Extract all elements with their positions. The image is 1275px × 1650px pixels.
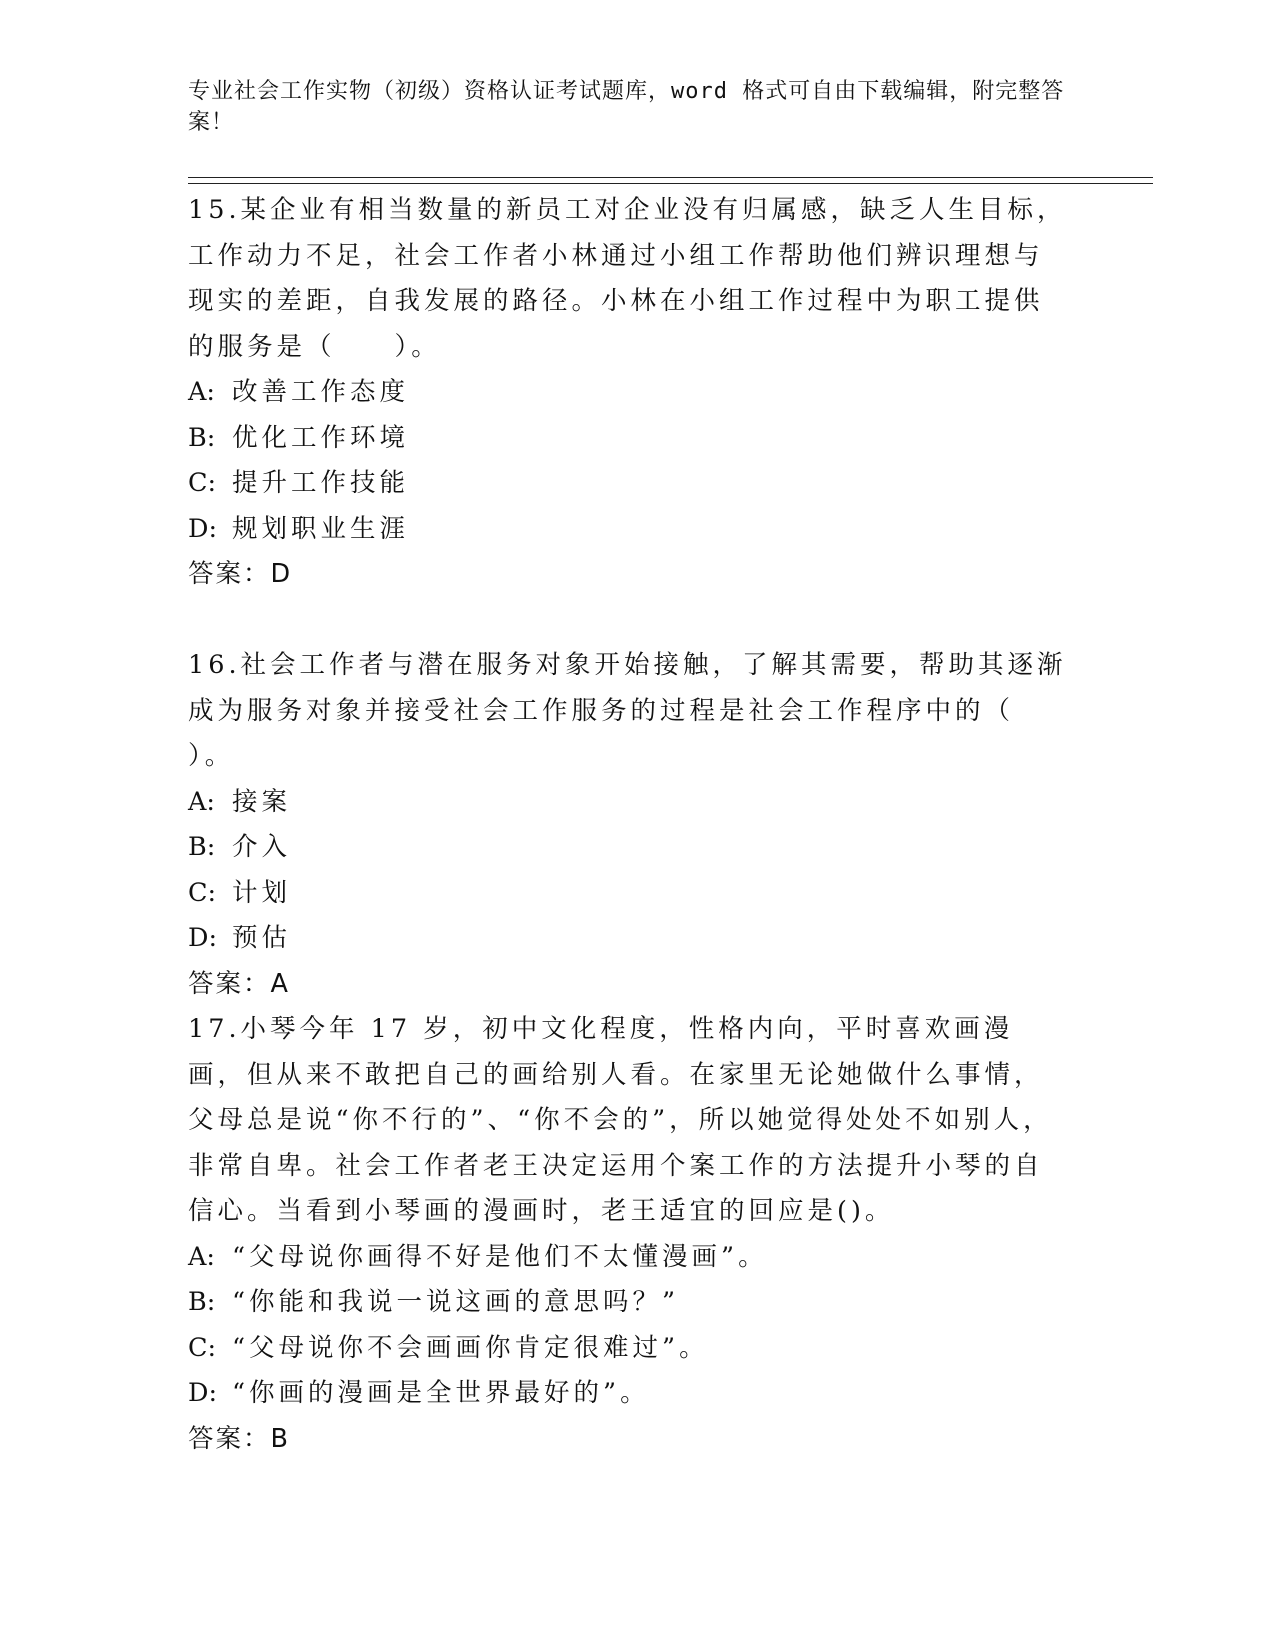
option-text: “你画的漫画是全世界最好的”。 — [232, 1378, 650, 1408]
option-letter: C: — [188, 877, 217, 908]
option-d — [188, 507, 1068, 553]
header-divider-top — [188, 177, 1153, 178]
option-c — [188, 461, 1068, 507]
option-text: “父母说你不会画画你肯定很难过”。 — [232, 1332, 709, 1363]
question-16 — [188, 643, 1068, 1007]
option-letter: A: — [188, 1241, 216, 1272]
option-text: “父母说你画得不好是他们不太懂漫画”。 — [232, 1241, 768, 1272]
option-text: “你能和我说一说这画的意思吗？” — [232, 1287, 680, 1317]
option-letter: D: — [188, 923, 218, 953]
option-a — [188, 370, 1068, 416]
option-text: 介入 — [232, 832, 292, 862]
option-text: 接案 — [232, 786, 292, 817]
option-d — [188, 916, 1068, 962]
option-b — [188, 825, 1068, 871]
question-15 — [188, 188, 1068, 598]
question-stem: 15.某企业有相当数量的新员工对企业没有归属感，缺乏人生目标，工作动力不足，社会工作者小林通过小组工作帮助他们辨识理想与现实的差距，自我发展的路径。小林在小组工作过程中为职工提供的服务是（ ）。 — [188, 195, 1067, 362]
header-divider-bottom — [188, 183, 1153, 184]
answer-label: 答案：B — [188, 1423, 290, 1454]
option-letter: A: — [188, 377, 216, 407]
question-17 — [188, 1007, 1068, 1462]
option-text: 计划 — [232, 877, 292, 908]
option-b — [188, 1280, 1068, 1326]
option-d — [188, 1371, 1068, 1417]
question-stem: 17.小琴今年 17 岁，初中文化程度，性格内向，平时喜欢画漫画，但从来不敢把自己的画给别人看。在家里无论她做什么事情，父母总是说“你不行的”、“你不会的”，所以她觉得处处不如别人，非常自卑。社会工作者老王决定运用个案工作的方法提升小琴的自信心。当看到小琴画的漫画时，老王适宜的回应是()。 — [188, 1014, 1053, 1226]
answer-label: 答案：A — [188, 968, 290, 999]
option-a — [188, 1235, 1068, 1281]
question-stem: 16.社会工作者与潜在服务对象开始接触，了解其需要，帮助其逐渐成为服务对象并接受社会工作服务的过程是社会工作程序中的（ ）。 — [188, 650, 1067, 771]
option-letter: B: — [188, 1287, 216, 1317]
option-text: 优化工作环境 — [232, 422, 410, 453]
option-c — [188, 1326, 1068, 1372]
option-letter: D: — [188, 513, 218, 544]
option-letter: D: — [188, 1378, 218, 1408]
option-b — [188, 416, 1068, 462]
option-text: 规划职业生涯 — [232, 513, 410, 544]
document-header: 专业社会工作实物（初级）资格认证考试题库，word 格式可自由下载编辑，附完整答案！ — [188, 79, 1065, 135]
option-text: 预估 — [232, 923, 292, 953]
option-c — [188, 871, 1068, 917]
answer-label: 答案：D — [188, 559, 293, 589]
option-letter: B: — [188, 832, 216, 862]
option-letter: C: — [188, 468, 217, 498]
option-letter: C: — [188, 1332, 217, 1363]
option-text: 提升工作技能 — [232, 468, 410, 498]
option-text: 改善工作态度 — [232, 377, 410, 407]
option-a — [188, 780, 1068, 826]
option-letter: A: — [188, 786, 216, 817]
option-letter: B: — [188, 422, 216, 453]
